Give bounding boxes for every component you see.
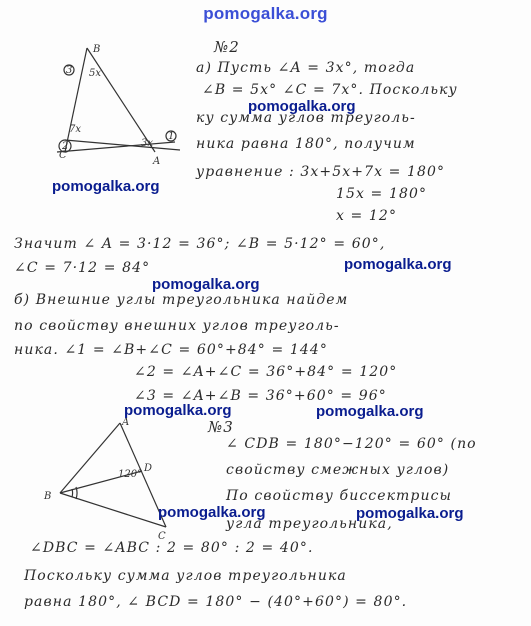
vertex-label-c: C	[59, 150, 67, 161]
ext-angle-1-label: 1	[168, 131, 175, 142]
problem2-line: ника равна 180°, получим	[196, 136, 416, 152]
problem2-number: №2	[214, 38, 240, 56]
problem2-line: ∠2 = ∠A+∠C = 36°+84° = 120°	[134, 364, 398, 380]
vertex-label-b: B	[93, 44, 101, 55]
angle-label-120: 120°	[118, 469, 143, 480]
ext-angle-2-label: 2	[62, 141, 69, 152]
watermark: pomogalka.org	[344, 256, 452, 273]
vertex-label-d: D	[144, 463, 153, 474]
vertex-label-c: C	[158, 531, 166, 542]
problem3-line: Поскольку сумма углов треугольника	[24, 568, 347, 584]
problem3-line: свойству смежных углов)	[226, 462, 450, 478]
problem2-line: ника. ∠1 = ∠B+∠C = 60°+84° = 144°	[14, 342, 328, 358]
problem2-line: б) Внешние углы треугольника найдем	[14, 292, 349, 308]
vertex-label-a: A	[153, 156, 161, 167]
problem3-line: угла треугольника,	[226, 516, 393, 532]
problem3-number: №3	[208, 418, 234, 436]
problem3-line: ∠DBC = ∠ABC : 2 = 80° : 2 = 40°.	[30, 540, 314, 556]
watermark: pomogalka.org	[356, 505, 464, 522]
vertex-label-b: B	[44, 491, 52, 502]
problem2-line: а) Пусть ∠A = 3x°, тогда	[196, 60, 416, 76]
angle-label-c: 7x	[69, 124, 82, 135]
problem3-line: равна 180°, ∠ BCD = 180° − (40°+60°) = 80°.	[24, 594, 408, 610]
triangle-figure-problem3	[38, 415, 198, 545]
problem3-line: ∠ CDB = 180°−120° = 60° (по	[226, 436, 477, 452]
problem3-line: По свойству биссектрисы	[226, 488, 453, 504]
problem2-line: по свойству внешних углов треуголь-	[14, 318, 340, 334]
problem2-line: 15x = 180°	[336, 186, 428, 202]
watermark: pomogalka.org	[52, 178, 160, 195]
problem2-line: ку сумма углов треуголь-	[196, 110, 416, 126]
problem2-line: уравнение : 3x+5x+7x = 180°	[196, 164, 446, 180]
angle-label-a: 3x	[141, 138, 154, 149]
problem2-line: Значит ∠ A = 3·12 = 36°; ∠B = 5·12° = 60°,	[14, 236, 386, 252]
vertex-label-a: A	[122, 417, 130, 428]
watermark: pomogalka.org	[316, 403, 424, 420]
problem2-line: ∠C = 7·12 = 84°	[14, 260, 151, 276]
problem2-line: ∠3 = ∠A+∠B = 36°+60° = 96°	[134, 388, 387, 404]
watermark: pomogalka.org	[248, 98, 356, 115]
problem2-line: x = 12°	[336, 208, 398, 224]
site-header[interactable]: pomogalka.org	[203, 4, 328, 23]
watermark: pomogalka.org	[152, 276, 260, 293]
ext-angle-3-label: 3	[66, 65, 73, 76]
angle-label-b: 5x	[89, 68, 102, 79]
watermark: pomogalka.org	[124, 402, 232, 419]
problem2-line: ∠B = 5x° ∠C = 7x°. Поскольку	[202, 82, 458, 98]
watermark: pomogalka.org	[158, 504, 266, 521]
